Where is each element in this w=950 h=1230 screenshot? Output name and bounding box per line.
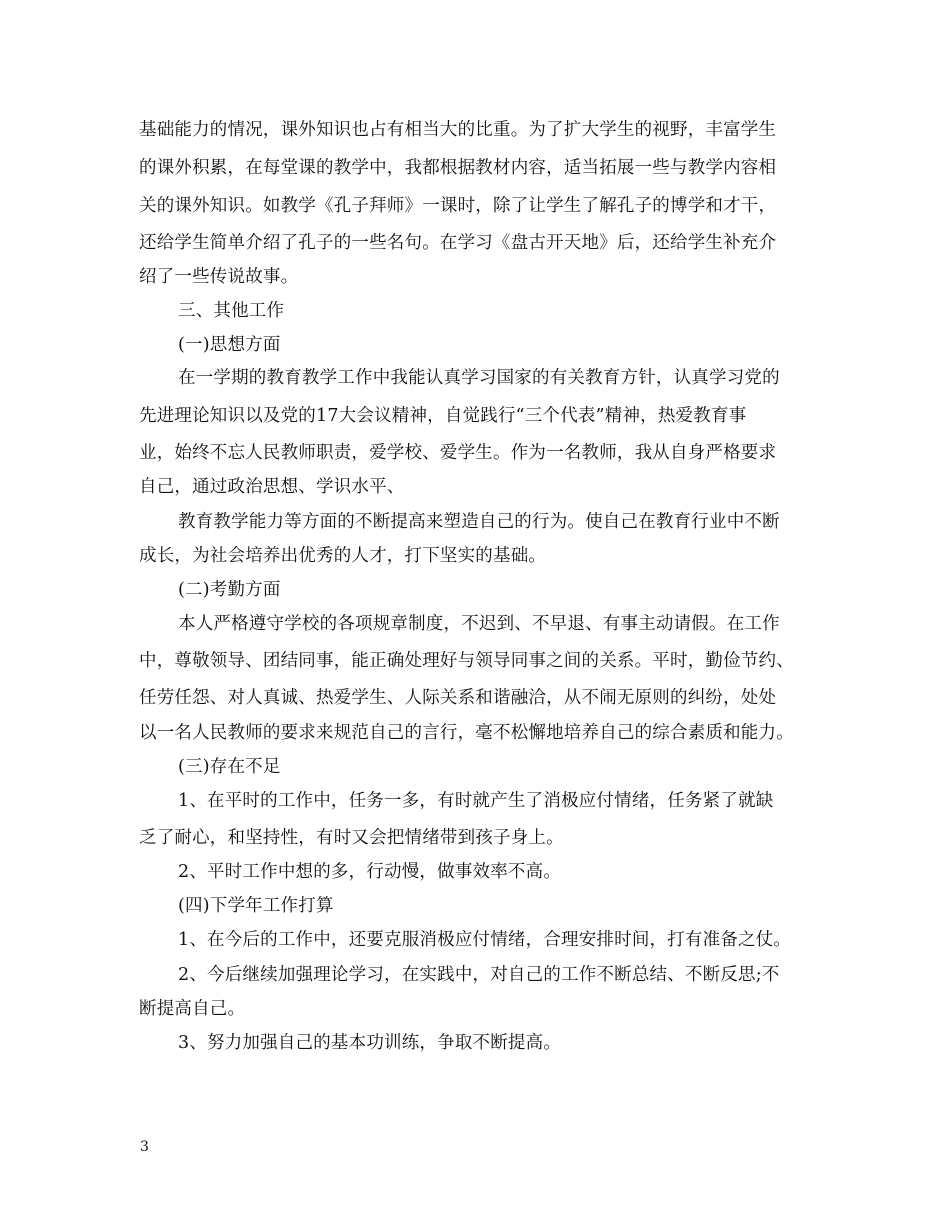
body-text-line: 2、今后继续加强理论学习，在实践中，对自己的工作不断总结、不断反思;不: [178, 965, 780, 985]
body-text-line: 1、在今后的工作中，还要克服消极应付情绪，合理安排时间，打有准备之仗。: [178, 930, 792, 950]
body-text-line: 关的课外知识。如教学《孔子拜师》一课时，除了让学生了解孔子的博学和才干，: [139, 196, 777, 216]
body-text-line: 以一名人民教师的要求来规范自己的言行，毫不松懈地培养自己的综合素质和能力。: [139, 723, 794, 743]
body-text-line: 的课外积累，在每堂课的教学中，我都根据教材内容，适当拓展一些与教学内容相: [139, 158, 777, 178]
subsection-heading: (二)考勤方面: [178, 580, 281, 600]
section-heading: 三、其他工作: [178, 301, 285, 321]
body-text-line: 乏了耐心，和坚持性，有时又会把情绪带到孩子身上。: [139, 828, 564, 848]
body-text-line: 中，尊敬领导、团结同事，能正确处理好与领导同事之间的关系。平时，勤俭节约、: [139, 651, 794, 671]
body-text-line: 先进理论知识以及党的17大会议精神，自觉践行“三个代表”精神，热爱教育事: [139, 406, 747, 426]
body-text-line: 成长，为社会培养出优秀的人才，打下坚实的基础。: [139, 546, 547, 566]
body-text-line: 还给学生简单介绍了孔子的一些名句。在学习《盘古开天地》后，还给学生补充介: [139, 233, 777, 253]
body-text-line: 本人严格遵守学校的各项规章制度，不迟到、不早退、有事主动请假。在工作: [178, 614, 780, 634]
body-text-line: 业，始终不忘人民教师职责，爱学校、爱学生。作为一名教师，我从自身严格要求: [139, 443, 777, 463]
body-text-line: 3、努力加强自己的基本功训练，争取不断提高。: [178, 1033, 562, 1053]
body-text-line: 1、在平时的工作中，任务一多，有时就产生了消极应付情绪，任务紧了就缺: [178, 791, 774, 811]
body-text-line: 2、平时工作中想的多，行动慢，做事效率不高。: [178, 862, 562, 882]
subsection-heading: (一)思想方面: [178, 335, 281, 355]
body-text-line: 自己，通过政治思想、学识水平、: [139, 477, 405, 497]
body-text-line: 教育教学能力等方面的不断提高来塑造自己的行为。使自己在教育行业中不断: [178, 512, 780, 532]
body-text-line: 绍了一些传说故事。: [139, 267, 299, 287]
body-text-line: 任劳任怨、对人真诚、热爱学生、人际关系和谐融洽，从不闹无原则的纠纷，处处: [139, 688, 777, 708]
body-text-line: 在一学期的教育教学工作中我能认真学习国家的有关教育方针，认真学习党的: [178, 368, 780, 388]
page-number: 3: [140, 1139, 149, 1155]
body-text-line: 基础能力的情况，课外知识也占有相当大的比重。为了扩大学生的视野，丰富学生: [139, 120, 777, 140]
subsection-heading: (三)存在不足: [178, 757, 281, 777]
subsection-heading: (四)下学年工作打算: [178, 896, 334, 916]
body-text-line: 断提高自己。: [139, 999, 246, 1019]
